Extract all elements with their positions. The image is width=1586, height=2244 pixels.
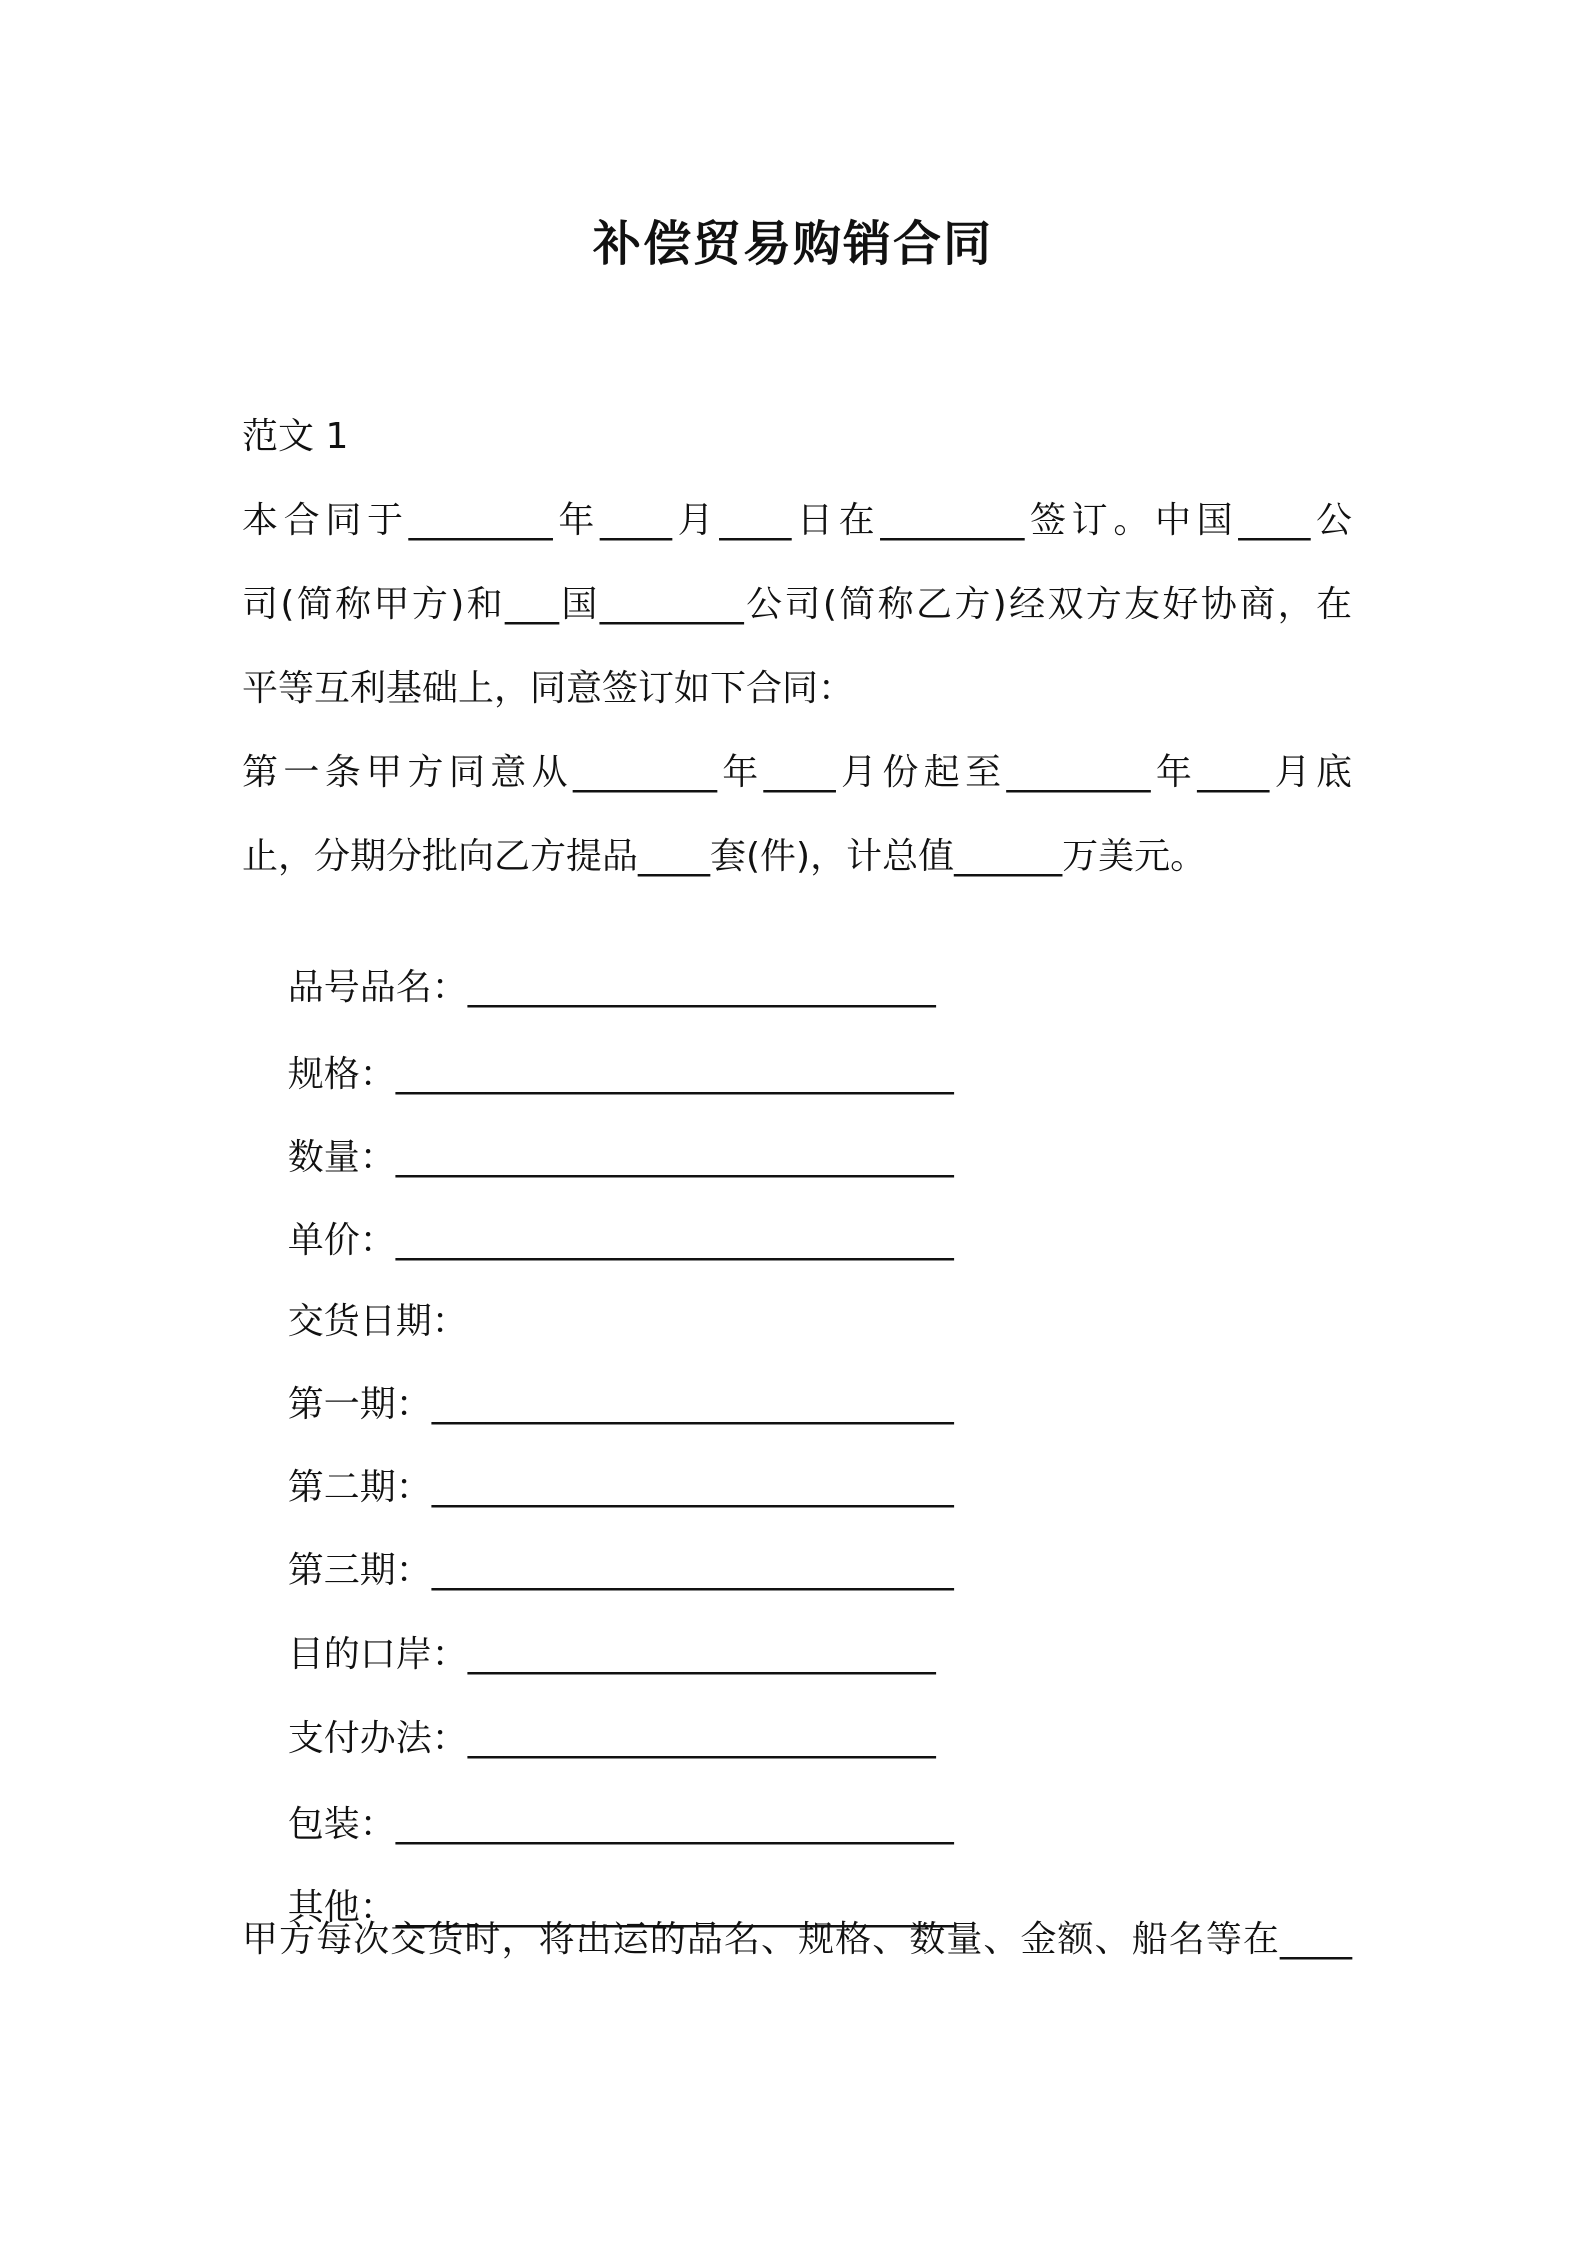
field-label: 支付办法： [287,1718,468,1759]
field-label: 其他： [287,1887,396,1928]
field-blank: _______________________________ [395,1220,954,1261]
intro-line-3: 平等互利基础上，同意签订如下合同： [242,668,855,709]
field-blank: _______________________________ [395,1804,954,1845]
field-blank: _______________________________ [395,1887,954,1928]
field-label: 单价： [287,1220,396,1261]
field-blank: _____________________________ [431,1467,954,1508]
field-label: 第三期： [287,1550,432,1591]
field-blank: __________________________ [467,1718,936,1759]
field-blank: _______________________________ [395,1137,954,1178]
article1-line-2: 止，分期分批向乙方提品____套(件)，计总值______万美元。 [242,836,1207,877]
field-label: 第二期： [287,1467,432,1508]
field-label: 第一期： [287,1384,432,1425]
intro-line-1: 本合同于________年____月____日在________签订。中国____公 [242,500,1352,541]
field-blank: _____________________________ [431,1384,954,1425]
field-label: 交货日期： [287,1301,468,1342]
field-label: 目的口岸： [287,1634,468,1675]
field-label: 数量： [287,1137,396,1178]
intro-line-2: 司(简称甲方)和___国________公司(简称乙方)经双方友好协商，在 [242,584,1352,625]
field-label: 包装： [287,1804,396,1845]
section-heading: 范文 1 [242,416,349,457]
field-blank: _____________________________ [431,1550,954,1591]
article1-line-1: 第一条甲方同意从________年____月份起至________年____月底 [242,752,1352,793]
document-title: 补偿贸易购销合同 [592,216,993,272]
field-blank: __________________________ [467,967,936,1008]
closing-line: 甲方每次交货时，将出运的品名、规格、数量、金额、船名等在____ [242,1919,1352,1960]
field-label: 品号品名： [287,967,468,1008]
field-blank: __________________________ [467,1634,936,1675]
field-label: 规格： [287,1054,396,1095]
field-blank: _______________________________ [395,1054,954,1095]
